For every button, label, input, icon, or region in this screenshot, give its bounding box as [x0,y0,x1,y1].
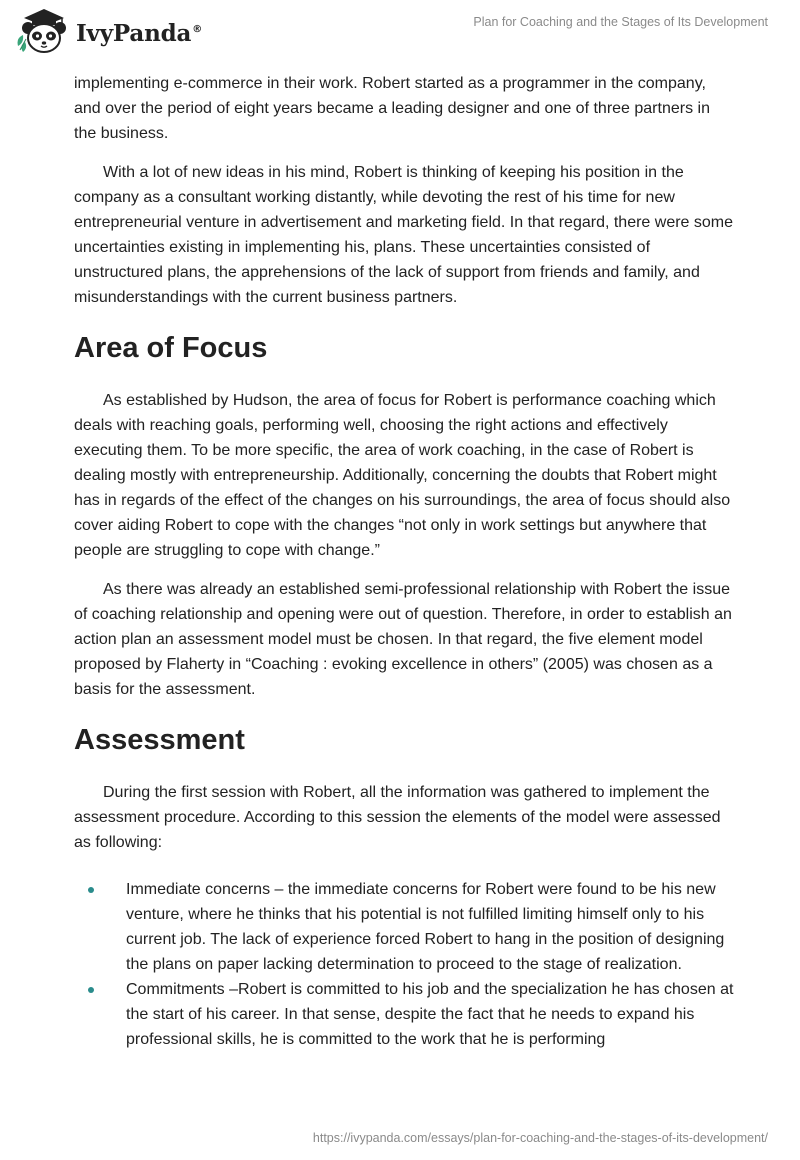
brand-name: IvyPanda® [76,19,202,47]
bullet-icon [88,887,94,893]
panda-graduation-cap-icon [14,6,72,56]
list-item-text: Immediate concerns – the immediate concerns for Robert were found to be his new venture, where he thinks that his potential is not fulfilled limiting himself only to his current job. The lack of experience forced Robert to hang in the position of designing the plans on paper lacking determination to proceed to the stage of realization. [126,881,725,973]
page-header [0,0,800,62]
list-item [74,877,734,977]
registered-mark: ® [192,23,202,35]
essay-content [74,71,734,1052]
bullet-icon [88,987,94,993]
list-item [74,977,734,1052]
section-heading-area-of-focus: Area of Focus [74,332,268,364]
paragraph: As established by Hudson, the area of focus for Robert is performance coaching which deals with reaching goals, performing well, choosing the right actions and effectively executing them. To be more specific, the area of work coaching, in the case of Robert is dealing mostly with entrepreneurship. Additionally, concerning the doubts that Robert might has in regards of the effect of the changes on his surroundings, the area of focus should also cover aiding Robert to cope with the changes “not only in work settings but anywhere that people are struggling to cope with change.” [74,392,731,559]
document-title: Plan for Coaching and the Stages of Its Development [473,15,768,29]
paragraph: With a lot of new ideas in his mind, Robert is thinking of keeping his position in the company as a consultant working distantly, while devoting the rest of his time for new entrepreneurial venture in advertisement and marketing field. In that regard, there were some uncertainties existing in implementing his, plans. These uncertainties consisted of unstructured plans, the apprehensions of the lack of support from friends and family, and misunderstandings with the current business partners. [74,164,734,306]
assessment-bullet-list [74,877,734,1052]
list-item-text: Commitments –Robert is committed to his job and the specialization he has chosen at the start of his career. In that sense, despite the fact that he needs to expand his professional skills, he is committed to the work that he is performing [126,981,734,1048]
paragraph: implementing e-commerce in their work. Robert started as a programmer in the company, and over the period of eight years became a leading designer and one of three partners in the business. [74,75,710,142]
ivypanda-logo[interactable] [14,6,202,56]
paragraph: As there was already an established semi-professional relationship with Robert the issue of coaching relationship and opening were out of question. Therefore, in order to establish an action plan an assessment model must be chosen. In that regard, the five element model proposed by Flaherty in “Coaching : evoking excellence in others” (2005) was chosen as a basis for the assessment. [74,581,732,698]
paragraph: During the first session with Robert, all the information was gathered to implement the assessment procedure. According to this session the elements of the model were assessed as following: [74,784,721,851]
source-url-link[interactable]: https://ivypanda.com/essays/plan-for-coaching-and-the-stages-of-its-development/ [312,1131,768,1145]
section-heading-assessment: Assessment [74,724,245,756]
